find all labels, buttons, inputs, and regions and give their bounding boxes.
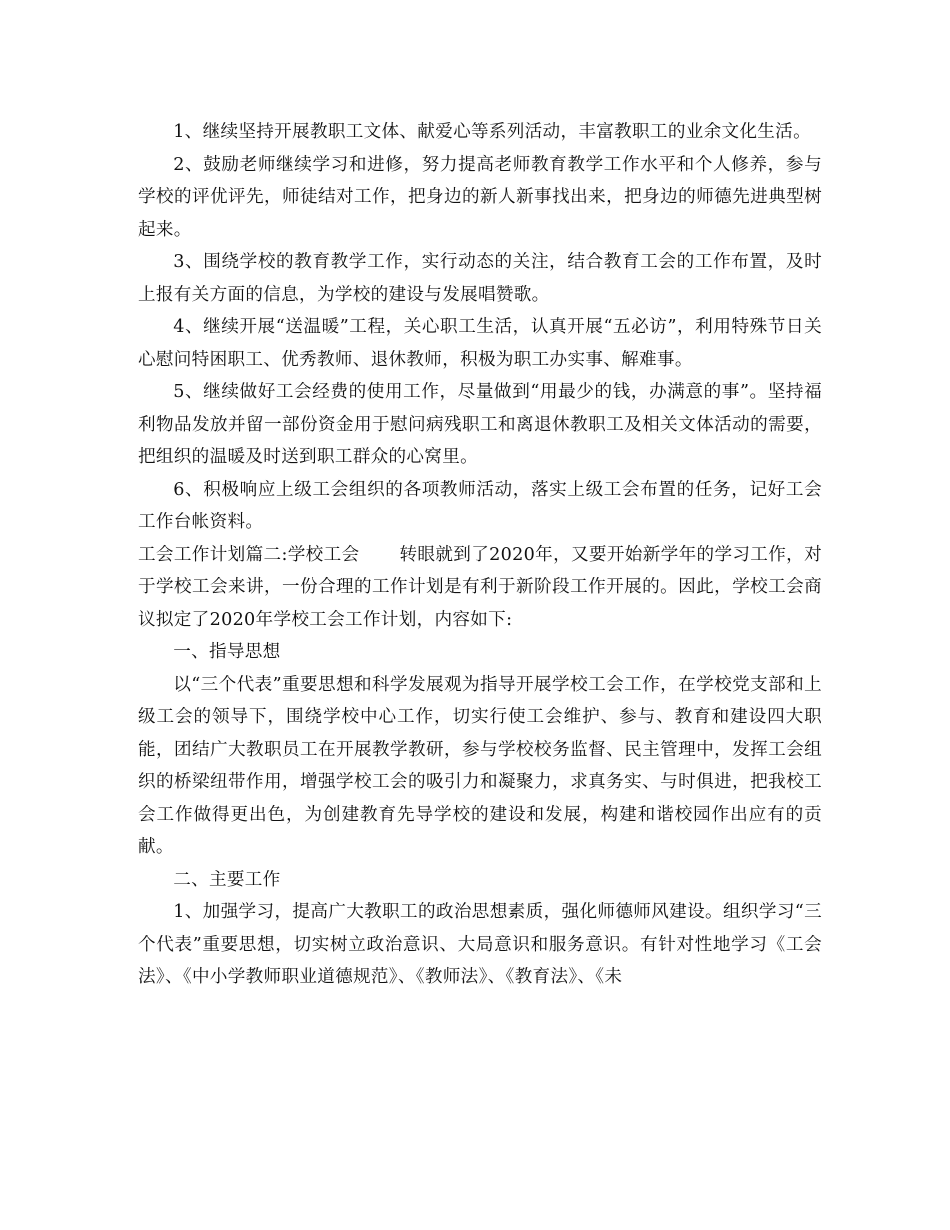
heading-main-work: 二、主要工作 [173, 869, 281, 890]
paragraph-item-2: 2、鼓励老师继续学习和进修，努力提高老师教育教学工作水平和个人修养，参与学校的评优评先，师徒结对工作，把身边的新人新事找出来，把身边的师德先进典型树起来。 [138, 154, 822, 240]
paragraph-item-6: 6、积极响应上级工会组织的各项教师活动，落实上级工会布置的任务，记好工会工作台帐资料。 [138, 479, 822, 532]
section-two-title: 工会工作计划篇二:学校工会 [138, 544, 360, 565]
paragraph-guiding-ideology: 以“三个代表”重要思想和科学发展观为指导开展学校工会工作，在学校党支部和上级工会的领导下，围绕学校中心工作，切实行使工会维护、参与、教育和建设四大职能，团结广大教职员工在开展教学教研，参与学校校务监督、民主管理中，发挥工会组织的桥梁纽带作用，增强学校工会的吸引力和凝聚力，求真务实、与时俱进，把我校工会工作做得更出色，为创建教育先导学校的建设和发展，构建和谐校园作出应有的贡献。 [138, 674, 822, 857]
paragraph-item-1: 1、继续坚持开展教职工文体、献爱心等系列活动，丰富教职工的业余文化生活。 [173, 122, 811, 142]
section-two-intro: 转眼就到了2020年，又要开始新学年的学习工作，对于学校工会来讲，一份合理的工作计划是有利于新阶段工作开展的。因此，学校工会商议拟定了2020年学校工会工作计划，内容如下: [138, 544, 822, 630]
paragraph-item-4: 4、继续开展“送温暖”工程，关心职工生活，认真开展“五必访”，利用特殊节日关心慰问特困职工、优秀教师、退休教师，积极为职工办实事、解难事。 [138, 317, 822, 370]
paragraph-item-3: 3、围绕学校的教育教学工作，实行动态的关注，结合教育工会的工作布置，及时上报有关方面的信息，为学校的建设与发展唱赞歌。 [138, 252, 822, 305]
paragraph-main-work-1: 1、加强学习，提高广大教职工的政治思想素质，强化师德师风建设。组织学习“三个代表”重要思想，切实树立政治意识、大局意识和服务意识。有针对性地学习《工会法》、《中小学教师职业道德规范》、《教师法》、《教育法》、《未 [138, 902, 822, 987]
document-body [138, 116, 822, 994]
heading-guiding-ideology: 一、指导思想 [173, 642, 281, 662]
section-two-intro-paragraph [138, 539, 822, 637]
paragraph-item-5: 5、继续做好工会经费的使用工作，尽量做到“用最少的钱，办满意的事”。坚持福利物品发放并留一部份资金用于慰问病残职工和离退休教职工及相关文体活动的需要，把组织的温暖及时送到职工群众的心窝里。 [138, 382, 822, 467]
